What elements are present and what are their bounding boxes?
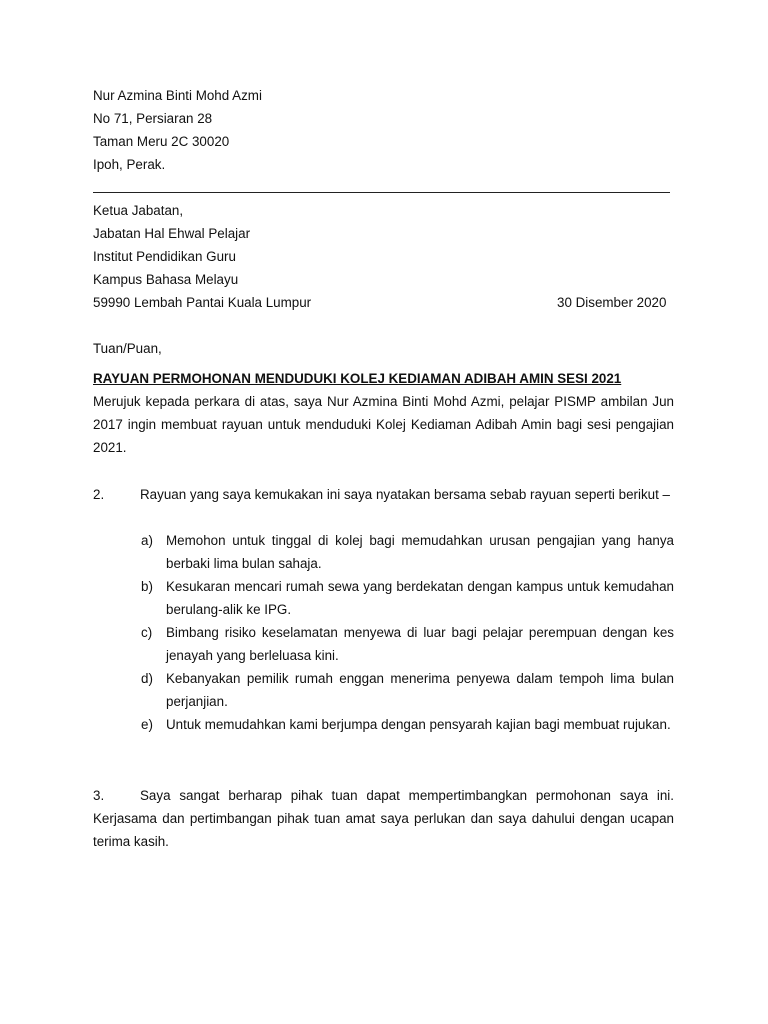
list-marker: c) (141, 625, 153, 640)
recipient-line3: Institut Pendidikan Guru (93, 249, 236, 264)
list-item (141, 667, 674, 713)
list-marker: a) (141, 533, 153, 548)
recipient-line2: Jabatan Hal Ehwal Pelajar (93, 226, 251, 241)
list-item-text: Bimbang risiko keselamatan menyewa di luar bagi pelajar perempuan dengan kes jenayah yang berleluasa kini. (166, 625, 674, 663)
paragraph-3-number: 3. (93, 788, 105, 803)
letter-subject: RAYUAN PERMOHONAN MENDUDUKI KOLEJ KEDIAMAN ADIBAH AMIN SESI 2021 (93, 371, 622, 386)
list-item-text: Kebanyakan pemilik rumah enggan menerima penyewa dalam tempoh lima bulan perjanjian. (166, 671, 674, 709)
recipient-line1: Ketua Jabatan, (93, 203, 184, 218)
list-item (141, 575, 674, 621)
reasons-list (141, 529, 674, 736)
separator-line (93, 192, 670, 193)
paragraph-3-text: Saya sangat berharap pihak tuan dapat mempertimbangkan permohonan saya ini. Kerjasama dan pertimbangan pihak tuan amat saya perlukan dan saya dahului dengan ucapan terima kasih. (93, 788, 674, 849)
paragraph-2-number: 2. (93, 487, 105, 502)
recipient-line5: 59990 Lembah Pantai Kuala Lumpur (93, 295, 312, 310)
sender-address-line2: Taman Meru 2C 30020 (93, 134, 230, 149)
list-item (141, 529, 674, 575)
sender-address-line1: No 71, Persiaran 28 (93, 111, 213, 126)
list-item (141, 621, 674, 667)
list-item-text: Kesukaran mencari rumah sewa yang berdekatan dengan kampus untuk kemudahan berulang-alik ke IPG. (166, 579, 674, 617)
list-item-text: Memohon untuk tinggal di kolej bagi memudahkan urusan pengajian yang hanya berbaki lima bulan sahaja. (166, 533, 674, 571)
list-marker: e) (141, 717, 153, 732)
sender-name: Nur Azmina Binti Mohd Azmi (93, 88, 262, 103)
sender-address-line3: Ipoh, Perak. (93, 157, 166, 172)
recipient-line4: Kampus Bahasa Melayu (93, 272, 239, 287)
list-item-text: Untuk memudahkan kami berjumpa dengan pensyarah kajian bagi membuat rujukan. (166, 717, 671, 732)
list-item (141, 713, 674, 736)
paragraph-1: Merujuk kepada perkara di atas, saya Nur Azmina Binti Mohd Azmi, pelajar PISMP ambilan Jun 2017 ingin membuat rayuan untuk menduduki Kolej Kediaman Adibah Amin bagi sesi pengajian 2021. (93, 394, 674, 455)
paragraph-2-text: Rayuan yang saya kemukakan ini saya nyatakan bersama sebab rayuan seperti berikut – (140, 487, 670, 502)
paragraph-3 (93, 784, 674, 853)
letter-date: 30 Disember 2020 (557, 295, 667, 310)
paragraph-2 (93, 483, 674, 506)
list-marker: b) (141, 579, 153, 594)
list-marker: d) (141, 671, 153, 686)
salutation: Tuan/Puan, (93, 341, 162, 356)
